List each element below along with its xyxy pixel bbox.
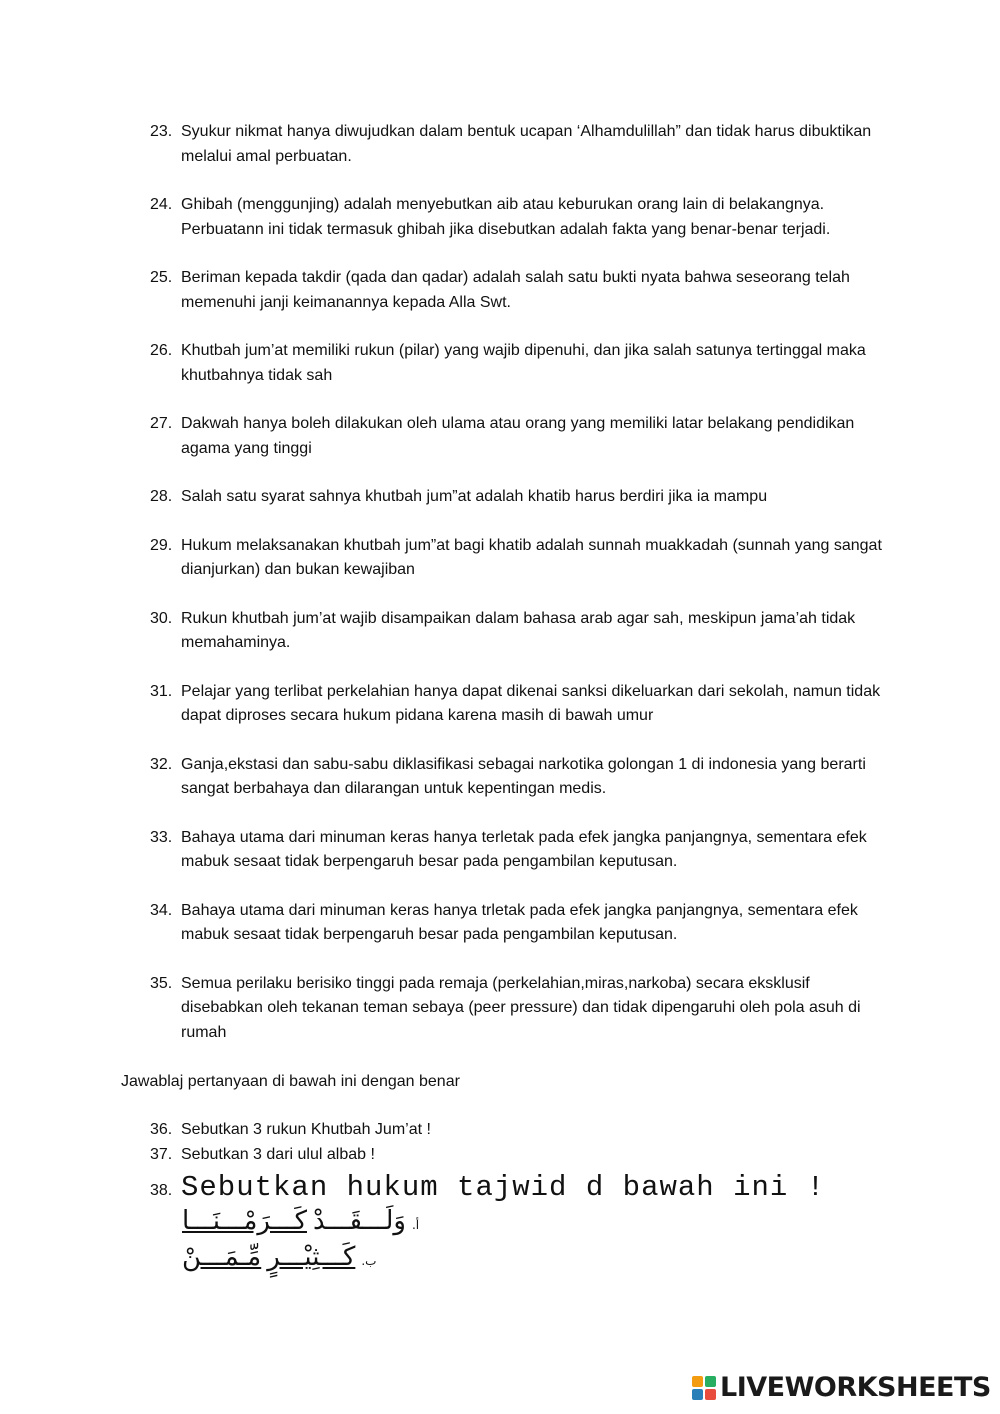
question-item bbox=[150, 680, 890, 729]
logo-square bbox=[692, 1389, 703, 1400]
question-number: 34. bbox=[150, 901, 173, 919]
true-false-question-list bbox=[150, 120, 890, 1069]
question-text: Bahaya utama dari minuman keras hanya trletak pada efek jangka panjangnya, sementara efek mabuk sesaat tidak berpengaruh besar pada pengambilan keputusan. bbox=[181, 901, 858, 943]
question-text: Dakwah hanya boleh dilakukan oleh ulama atau orang yang memiliki latar belakang pendidikan agama yang tinggi bbox=[181, 415, 855, 457]
question-text: Bahaya utama dari minuman keras hanya terletak pada efek jangka panjangnya, sementara efek mabuk sesaat tidak berpengaruh besar pada pengambilan keputusan. bbox=[181, 828, 867, 870]
question-number: 25. bbox=[150, 269, 173, 286]
question-number: 35. bbox=[150, 974, 173, 992]
question-number: 28. bbox=[150, 488, 173, 505]
question-item bbox=[150, 826, 890, 875]
question-item bbox=[150, 266, 890, 315]
question-text: Sebutkan hukum tajwid d bawah ini ! bbox=[181, 1171, 826, 1204]
question-text: Ganja,ekstasi dan sabu-sabu diklasifikasi sebagai narkotika golongan 1 di indonesia yang berarti sangat berbahaya dan dilarangan untuk kepentingan medis. bbox=[181, 755, 866, 797]
question-number: 29. bbox=[150, 536, 173, 554]
essay-question-list bbox=[150, 1118, 890, 1204]
question-item bbox=[150, 120, 890, 169]
question-number: 31. bbox=[150, 682, 173, 700]
question-text: Sebutkan 3 rukun Khutbah Jum’at ! bbox=[181, 1121, 431, 1138]
question-text: Beriman kepada takdir (qada dan qadar) adalah salah satu bukti nyata bahwa seseorang telah memenuhi janji keimanannya kepada Alla Swt. bbox=[181, 269, 850, 311]
arabic-item-b bbox=[182, 1242, 376, 1272]
arabic-underlined-word: مِّـمَـــنْ bbox=[182, 1242, 262, 1272]
question-number: 32. bbox=[150, 755, 173, 773]
question-item bbox=[150, 607, 890, 656]
question-number: 36. bbox=[150, 1121, 173, 1138]
logo-square bbox=[692, 1376, 703, 1387]
question-text: Rukun khutbah jum’at wajib disampaikan dalam bahasa arab agar sah, meskipun jama’ah tidak memahaminya. bbox=[181, 609, 856, 651]
question-number: 26. bbox=[150, 342, 173, 359]
question-item bbox=[150, 534, 890, 583]
essay-instruction: Jawablaj pertanyaan di bawah ini dengan benar bbox=[121, 1073, 460, 1090]
question-item bbox=[150, 193, 890, 242]
question-text: Hukum melaksanakan khutbah jum”at bagi khatib adalah sunnah muakkadah (sunnah yang sangat dianjurkan) dan bukan kewajiban bbox=[181, 536, 882, 578]
liveworksheets-logo bbox=[692, 1372, 991, 1403]
question-item bbox=[150, 753, 890, 802]
arabic-label: أ. bbox=[411, 1218, 420, 1232]
question-number: 24. bbox=[150, 196, 173, 213]
question-text: Khutbah jum’at memiliki rukun (pilar) yang wajib dipenuhi, dan jika salah satunya tertinggal maka khutbahnya tidak sah bbox=[181, 342, 866, 384]
question-text: Salah satu syarat sahnya khutbah jum”at adalah khatib harus berdiri jika ia mampu bbox=[181, 488, 768, 505]
logo-text: LIVEWORKSHEETS bbox=[720, 1372, 991, 1403]
question-item bbox=[150, 899, 890, 948]
logo-square bbox=[705, 1389, 716, 1400]
question-text: Ghibah (menggunjing) adalah menyebutkan aib atau keburukan orang lain di belakangnya. Perbuatann ini tidak termasuk ghibah jika disebutkan adalah fakta yang benar-benar terjadi. bbox=[181, 196, 831, 238]
arabic-label: ب. bbox=[361, 1254, 377, 1268]
logo-squares-icon bbox=[692, 1376, 716, 1400]
question-number: 33. bbox=[150, 828, 173, 846]
question-36 bbox=[150, 1118, 890, 1143]
question-number: 30. bbox=[150, 609, 173, 627]
arabic-underlined-word: كَـــثِيْـــرٍ bbox=[267, 1242, 356, 1272]
logo-square bbox=[705, 1376, 716, 1387]
arabic-underlined-word: كَـــرَمْـــنَـــا bbox=[182, 1206, 307, 1236]
question-number: 27. bbox=[150, 415, 173, 432]
question-38 bbox=[150, 1171, 890, 1204]
arabic-plain-word: وَلَـــقَـــدْ bbox=[312, 1206, 406, 1236]
question-number: 37. bbox=[150, 1145, 173, 1163]
question-item bbox=[150, 972, 890, 1046]
question-number: 23. bbox=[150, 123, 173, 140]
question-item bbox=[150, 485, 890, 510]
question-item bbox=[150, 412, 890, 461]
question-text: Syukur nikmat hanya diwujudkan dalam bentuk ucapan ‘Alhamdulillah” dan tidak harus dibuktikan melalui amal perbuatan. bbox=[181, 123, 872, 165]
question-text: Pelajar yang terlibat perkelahian hanya dapat dikenai sanksi dikeluarkan dari sekolah, namun tidak dapat diproses secara hukum pidana karena masih di bawah umur bbox=[181, 682, 881, 724]
question-item bbox=[150, 339, 890, 388]
question-number: 38. bbox=[150, 1182, 173, 1199]
question-37 bbox=[150, 1143, 890, 1168]
question-text: Semua perilaku berisiko tinggi pada remaja (perkelahian,miras,narkoba) secara eksklusif disebabkan oleh tekanan teman sebaya (peer pressure) dan tidak dipengaruhi oleh pola asuh di rumah bbox=[181, 974, 861, 1041]
arabic-item-a bbox=[182, 1206, 419, 1236]
question-text: Sebutkan 3 dari ulul albab ! bbox=[181, 1145, 375, 1163]
